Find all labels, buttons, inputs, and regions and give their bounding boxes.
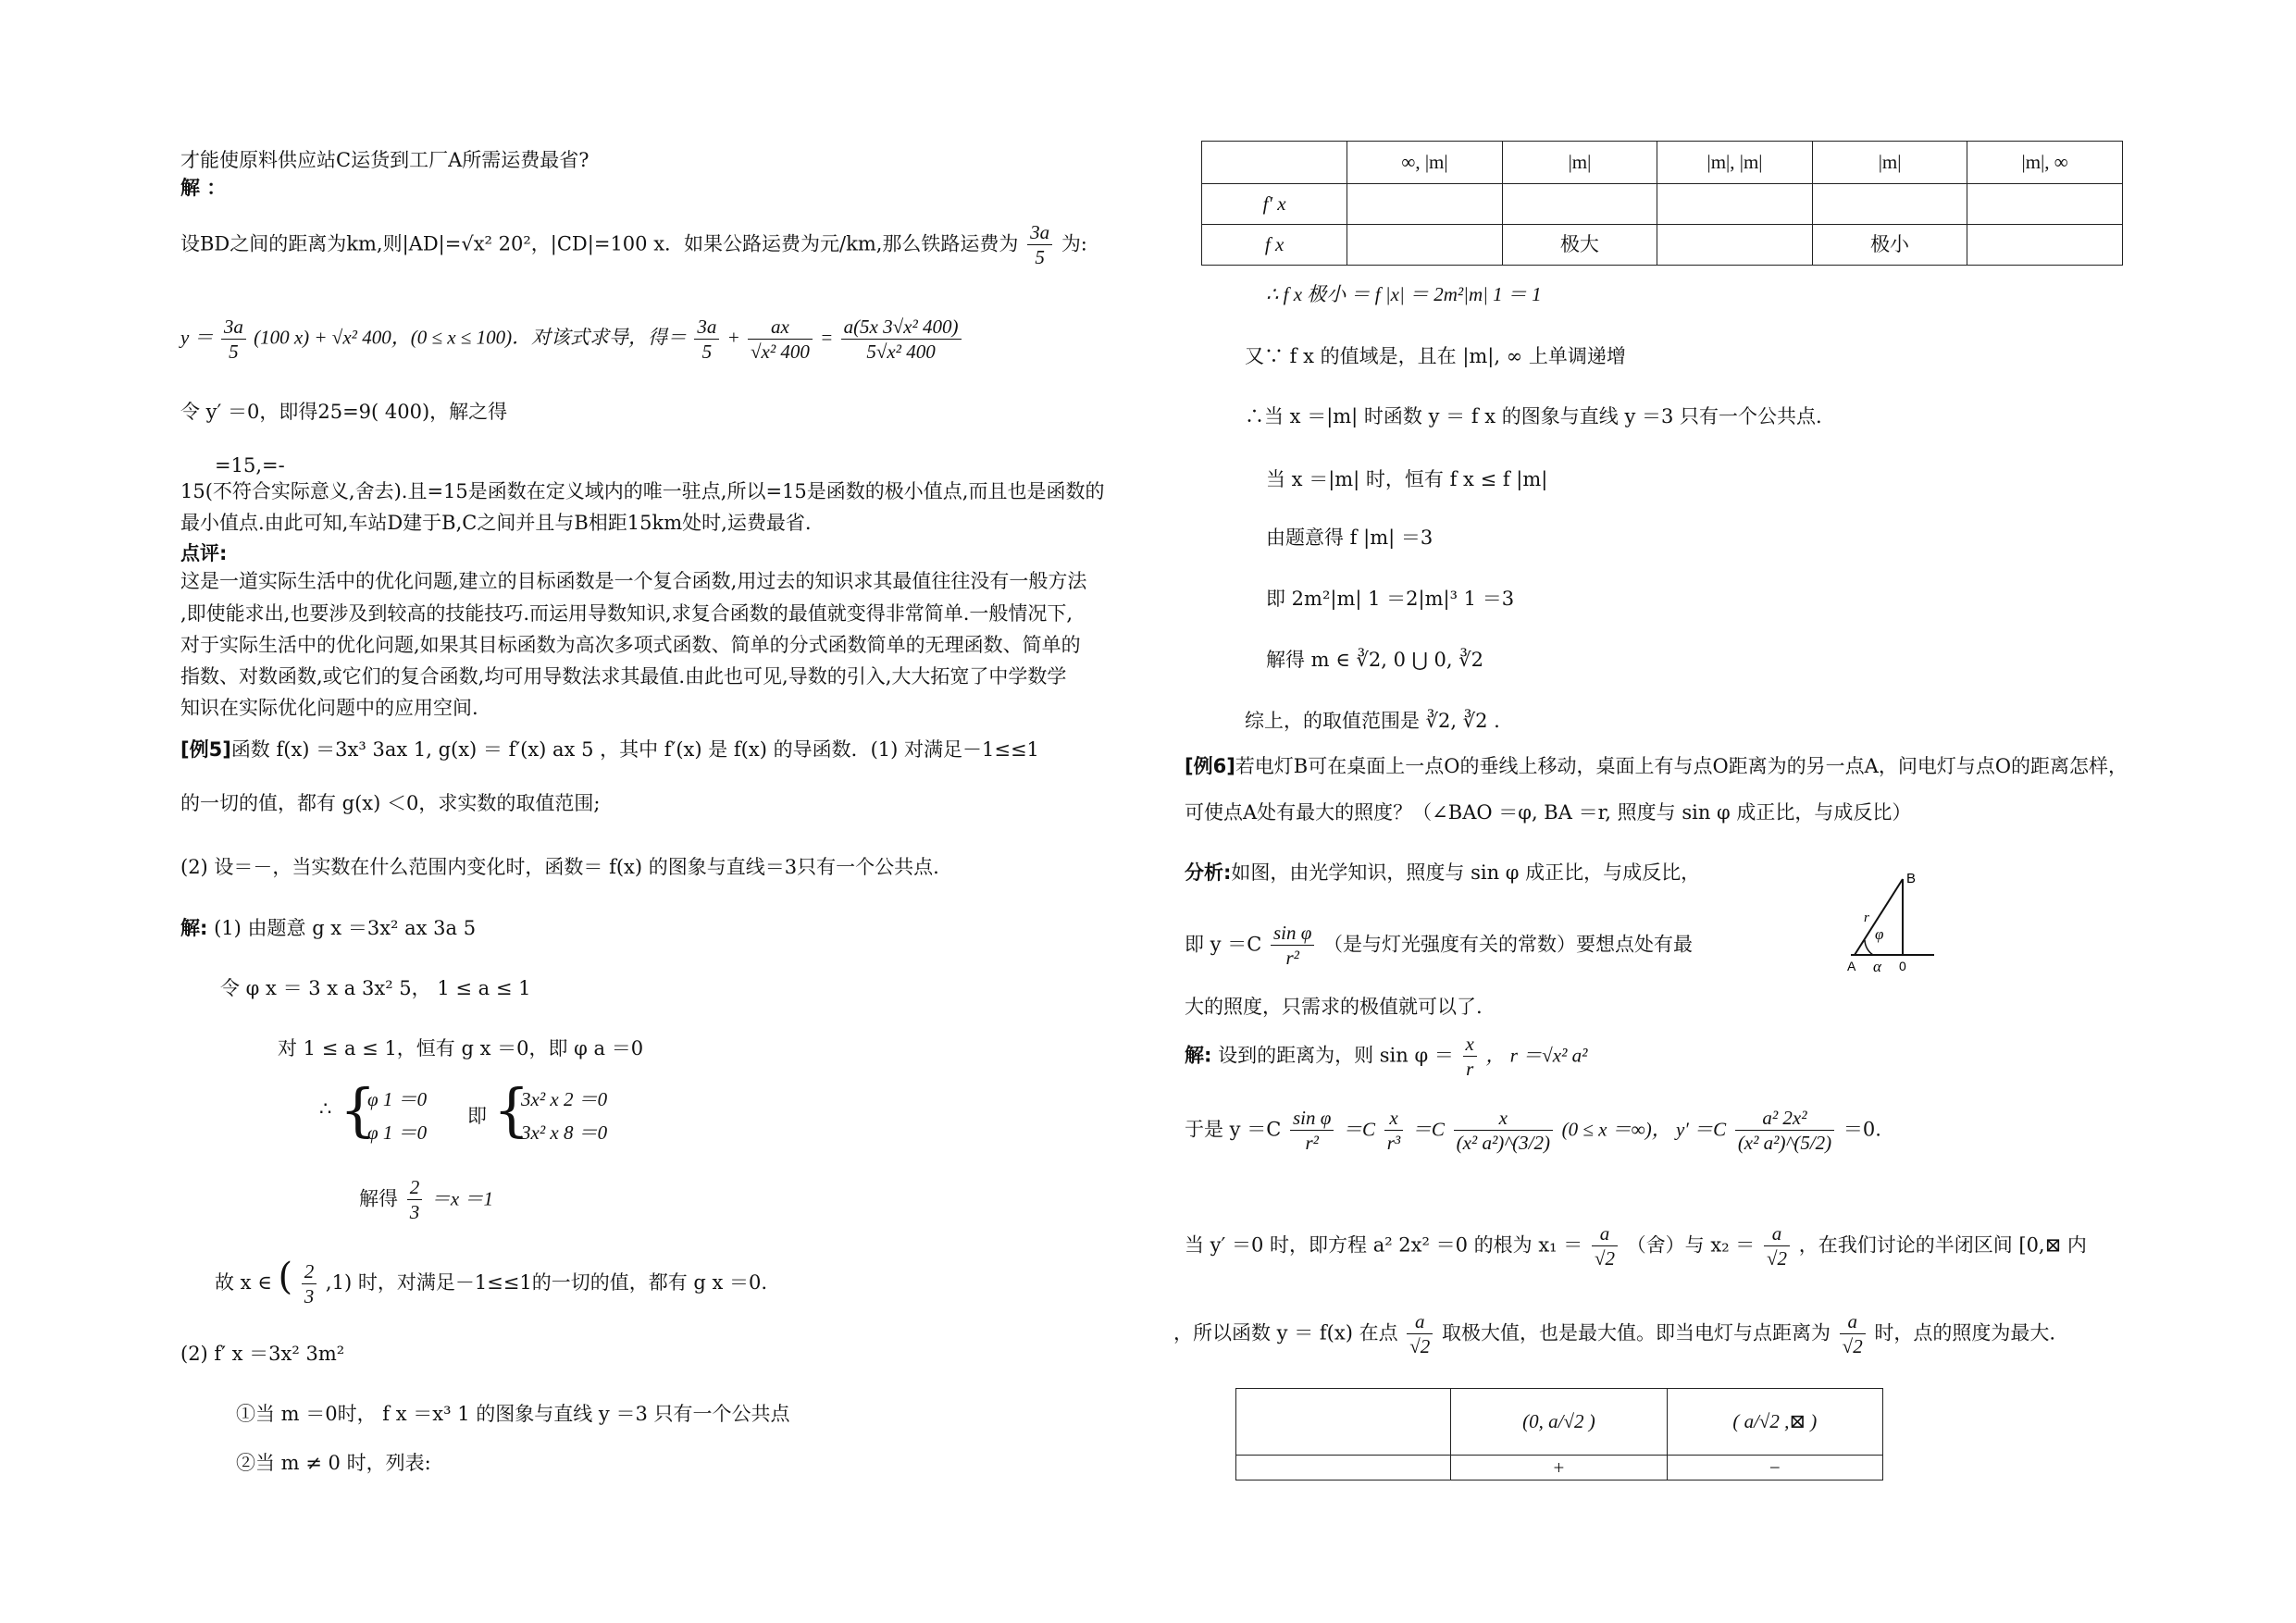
label-a: A [1847, 959, 1856, 973]
table-cell [1812, 184, 1967, 225]
table-cell: f x [1202, 225, 1347, 266]
example-label: [例5] [180, 738, 231, 761]
text-span: (1) 由题意 g x ＝3x² ax 3a 5 [214, 917, 477, 939]
text-line [1185, 1221, 2087, 1271]
table-cell [1967, 184, 2123, 225]
text-line: ∴ f x 极小 ＝ f |x| ＝ 2m²|m| 1 ＝ 1 [1266, 283, 1542, 305]
fraction [1407, 1309, 1433, 1359]
text-span: 如图，由光学知识，照度与 sin φ 成正比，与成反比， [1231, 861, 1701, 884]
fraction-numerator: x [1454, 1106, 1553, 1131]
table-cell [1657, 225, 1813, 266]
text-line: 最小值点.由此可知,车站D建于B,C之间并且与B相距15km处时,运费最省. [180, 512, 812, 534]
text-span: = [820, 326, 834, 349]
text-line: 当 x ＝|m| 时，恒有 f x ≤ f |m| [1266, 468, 1548, 490]
text-line [1185, 921, 1693, 971]
text-span: ,1) 时，对满足－1≤≤1的一切的值，都有 g x ＝0. [325, 1271, 768, 1294]
fraction [1463, 1032, 1477, 1082]
analysis-line [1185, 861, 1700, 885]
table-row [1236, 1389, 1883, 1456]
table-cell [1657, 184, 1813, 225]
text-line: 故 x ∈ ( $\frac{2}{3}$ ,1) 时，对满足－1≤≤1的一切的值，都有 g x ＝0. [215, 1256, 768, 1307]
fraction-numerator: a [1840, 1309, 1866, 1334]
fraction-denominator: 3 [304, 1285, 315, 1307]
fraction [1384, 1106, 1403, 1156]
table-cell [1347, 225, 1502, 266]
text-line: (2) f′ x ＝3x² 3m² [180, 1343, 345, 1365]
table-cell: |m|, ∞ [1967, 142, 2123, 184]
text-line [1173, 1309, 2055, 1359]
table-cell: 极小 [1812, 225, 1967, 266]
fraction-numerator: x [1463, 1032, 1477, 1057]
text-span: 取极大值，也是最大值。即当电灯与点距离为 [1441, 1321, 1831, 1344]
table-row [1236, 1456, 1883, 1481]
fraction [841, 315, 962, 365]
fraction [1592, 1221, 1618, 1271]
text-span: 当 y′ ＝0 时，即方程 a² 2x² ＝0 的根为 x₁ ＝ [1185, 1233, 1583, 1257]
fraction-numerator: ax [748, 315, 813, 340]
system-left-eq1: φ 1 ＝0 [367, 1088, 428, 1110]
formula-line [1185, 1106, 1881, 1156]
fraction-numerator: 2 [407, 1175, 423, 1200]
table-row [1202, 225, 2123, 266]
fraction-numerator: a [1764, 1221, 1790, 1246]
fraction-numerator: a² 2x² [1735, 1106, 1834, 1131]
table-row [1202, 142, 2123, 184]
text-line: 15(不符合实际意义,舍去).且=15是函数在定义域内的唯一驻点,所以=15是函数的极小值点,而且也是函数的 [180, 480, 1105, 502]
table-cell: − [1667, 1456, 1882, 1481]
system-right-eq2: 3x² x 8 ＝0 [521, 1121, 608, 1144]
text-line: 令 y′ ＝0，即得25=9( 400)，解之得 [180, 401, 508, 423]
fraction-numerator: a [1407, 1309, 1433, 1334]
text-line: ,即使能求出,也要涉及到较高的技能技巧.而运用导数知识,求复合函数的最值就变得非常简单.一般情况下, [180, 602, 1074, 625]
text-span: 即 [467, 1105, 487, 1127]
example-label: [例6] [1185, 755, 1235, 777]
text-span: ， r ＝√x² a² [1485, 1044, 1588, 1067]
text-span: ＝C [1411, 1118, 1445, 1141]
text-span: 设BD之间的距离为km,则|AD|=√x² 20²，|CD|=100 x．如果公路运费为元/km,那么铁路运费为 [180, 232, 1019, 255]
text-line: 指数、对数函数,或它们的复合函数,均可用导数法求其最值.由此也可见,导数的引入,大大拓宽了中学数学 [180, 665, 1067, 688]
fraction-denominator: (x² a²)^(5/2) [1737, 1132, 1832, 1155]
sign-table [1235, 1388, 1883, 1481]
text-span: 故 x ∈ [215, 1271, 272, 1294]
fraction-denominator: r [1466, 1058, 1474, 1081]
text-line [180, 220, 1087, 270]
monotonicity-table [1201, 141, 2123, 266]
fraction [1027, 220, 1052, 270]
text-line: 知识在实际优化问题中的应用空间. [180, 697, 478, 719]
table-cell [1236, 1456, 1451, 1481]
fraction-numerator: sin φ [1290, 1106, 1334, 1131]
fraction-denominator: √2 [1409, 1335, 1431, 1358]
text-line: 由题意得 f |m| ＝3 [1266, 527, 1433, 549]
text-line: 的一切的值，都有 g(x) ＜0，求实数的取值范围; [180, 792, 601, 814]
text-line: ②当 m ≠ 0 时，列表: [236, 1452, 431, 1474]
fraction-denominator: 5 [701, 341, 713, 364]
fraction-numerator: a(5x 3√x² 400) [841, 315, 962, 340]
fraction-numerator: 3a [1027, 220, 1052, 245]
solution-label: 解: [180, 917, 208, 939]
fraction-denominator: 5 [1035, 246, 1045, 269]
text-line: 可使点A处有最大的照度？（∠BAO ＝φ, BA ＝r, 照度与 sin φ 成正比，与成反比） [1185, 801, 1912, 824]
fraction [1764, 1221, 1790, 1271]
solution-label: 解: [1185, 1044, 1212, 1067]
fraction [221, 315, 246, 365]
table-cell: + [1451, 1456, 1667, 1481]
text-span: 若电灯B可在桌面上一点O的垂线上移动，桌面上有与点O距离为的另一点A，问电灯与点O的距离怎样， [1235, 755, 2128, 777]
table-cell [1236, 1389, 1451, 1456]
fraction-denominator: 3 [409, 1201, 420, 1224]
text-span: + [726, 326, 740, 349]
fraction-denominator: 5√x² 400 [866, 341, 936, 364]
formula-line [180, 315, 964, 365]
table-cell [1502, 184, 1657, 225]
table-cell [1967, 225, 2123, 266]
table-cell: (0, a/√2 ) [1451, 1389, 1667, 1456]
text-line: 这是一道实际生活中的优化问题,建立的目标函数是一个复合函数,用过去的知识求其最值往往没有一般方法 [180, 570, 1087, 592]
fraction-denominator: √2 [1594, 1247, 1615, 1270]
solution-label: 解 ： [180, 177, 227, 199]
fraction [1840, 1309, 1866, 1359]
fraction [302, 1259, 317, 1309]
fraction-numerator: a [1592, 1221, 1618, 1246]
fraction-denominator: √2 [1842, 1335, 1863, 1358]
text-span: ，所以函数 y ＝ f(x) 在点 [1173, 1321, 1398, 1344]
text-line: 对 1 ≤ a ≤ 1，恒有 g x ＝0，即 φ a ＝0 [278, 1037, 644, 1059]
fraction-numerator: sin φ [1271, 921, 1314, 946]
fraction-numerator: 3a [221, 315, 246, 340]
text-line: 令 φ x ＝ 3 x a 3x² 5， 1 ≤ a ≤ 1 [220, 977, 531, 999]
fraction [407, 1175, 423, 1225]
fraction-denominator: (x² a²)^(3/2) [1456, 1132, 1550, 1155]
text-span: ＝x ＝1 [430, 1187, 493, 1210]
comment-label: 点评: [180, 542, 228, 564]
fraction-numerator: x [1384, 1106, 1403, 1131]
triangle-diagram [1842, 870, 1943, 976]
table-row [1202, 184, 2123, 225]
fraction-denominator: √2 [1766, 1247, 1788, 1270]
text-span: ＝C [1343, 1118, 1376, 1141]
fraction [1454, 1106, 1553, 1156]
text-line: 对于实际生活中的优化问题,如果其目标函数为高次多项式函数、简单的分式函数简单的无理函数、简单的 [180, 634, 1081, 656]
text-span: y ＝ [180, 326, 214, 349]
text-span: ，在我们讨论的半闭区间 [0,⊠ 内 [1798, 1233, 2087, 1257]
system-right-eq1: 3x² x 2 ＝0 [521, 1088, 608, 1110]
fraction [748, 315, 813, 365]
fraction [1290, 1106, 1334, 1156]
example-line [180, 737, 1039, 762]
text-span: （是与灯光强度有关的常数）要想点处有最 [1323, 933, 1694, 956]
text-line: ①当 m ＝0时， f x ＝x³ 1 的图象与直线 y ＝3 只有一个公共点 [236, 1403, 790, 1425]
table-cell: |m|, |m| [1657, 142, 1813, 184]
text-line: 大的照度，只需求的极值就可以了. [1185, 996, 1483, 1018]
table-cell: ( a/√2 ,⊠ ) [1667, 1389, 1882, 1456]
text-span: （舍）与 x₂ ＝ [1626, 1233, 1756, 1257]
fraction-denominator: r³ [1386, 1132, 1401, 1155]
text-line: 又∵ f x 的值域是，且在 |m|, ∞ 上单调递增 [1245, 345, 1626, 367]
fraction-numerator: 2 [302, 1259, 317, 1284]
fraction [1271, 921, 1314, 971]
text-span: 即 y ＝C [1185, 933, 1262, 956]
fraction [1735, 1106, 1834, 1156]
text-span: (0 ≤ x ＝∞)， y′ ＝C [1561, 1118, 1727, 1141]
label-r: r [1864, 911, 1869, 925]
label-b: B [1906, 871, 1917, 886]
text-line: (2) 设＝－，当实数在什么范围内变化时，函数＝ f(x) 的图象与直线＝3只有一个公共点. [180, 856, 939, 878]
text-span: ＝0. [1843, 1118, 1881, 1141]
text-span: 时，点的照度为最大. [1874, 1321, 2056, 1344]
fraction [694, 315, 719, 365]
text-span: (100 x) + √x² 400，(0 ≤ x ≤ 100)．对该式求导，得＝ [254, 326, 688, 349]
text-span: 函数 f(x) ＝3x³ 3ax 1, g(x) ＝ f′(x) ax 5 ，其中 f′(x) 是 f(x) 的导函数．(1) 对满足－1≤≤1 [230, 738, 1039, 761]
table-cell [1347, 184, 1502, 225]
text-line [359, 1175, 493, 1225]
table-cell: |m| [1502, 142, 1657, 184]
text-line: 即 2m²|m| 1 ＝2|m|³ 1 ＝3 [1266, 588, 1515, 610]
fraction-denominator: 5 [229, 341, 239, 364]
text-line: ∴当 x ＝|m| 时函数 y ＝ f x 的图象与直线 y ＝3 只有一个公共点. [1245, 405, 1822, 427]
label-phi: φ [1875, 925, 1884, 943]
text-span: 于是 y ＝C [1185, 1118, 1282, 1141]
text-line: 解得 m ∈ ∛2, 0 ⋃ 0, ∛2 [1266, 649, 1483, 671]
solution-line [1185, 1032, 1587, 1082]
table-cell: |m| [1812, 142, 1967, 184]
fraction-denominator: √x² 400 [750, 341, 810, 364]
fraction-denominator: r² [1305, 1132, 1319, 1155]
solution-line [180, 916, 476, 940]
table-cell: 极大 [1502, 225, 1657, 266]
analysis-label: 分析: [1185, 861, 1232, 884]
example-line [1185, 754, 2128, 778]
text-line: 才能使原料供应站C运货到工厂A所需运费最省? [180, 149, 590, 171]
table-cell [1202, 142, 1347, 184]
system-left-eq2: φ 1 ＝0 [367, 1121, 428, 1144]
text-span: 设到的距离为，则 sin φ ＝ [1218, 1044, 1454, 1067]
label-alpha: α [1873, 958, 1881, 975]
label-o: 0 [1899, 959, 1906, 973]
text-line: =15,=- [215, 454, 285, 477]
text-span: 解得 [359, 1187, 398, 1210]
text-span: 为: [1061, 232, 1087, 255]
table-cell: f′ x [1202, 184, 1347, 225]
fraction-numerator: 3a [694, 315, 719, 340]
fraction-denominator: r² [1285, 947, 1299, 970]
text-line: 综上，的取值范围是 ∛2, ∛2 . [1245, 710, 1500, 732]
table-cell: ∞, |m| [1347, 142, 1502, 184]
